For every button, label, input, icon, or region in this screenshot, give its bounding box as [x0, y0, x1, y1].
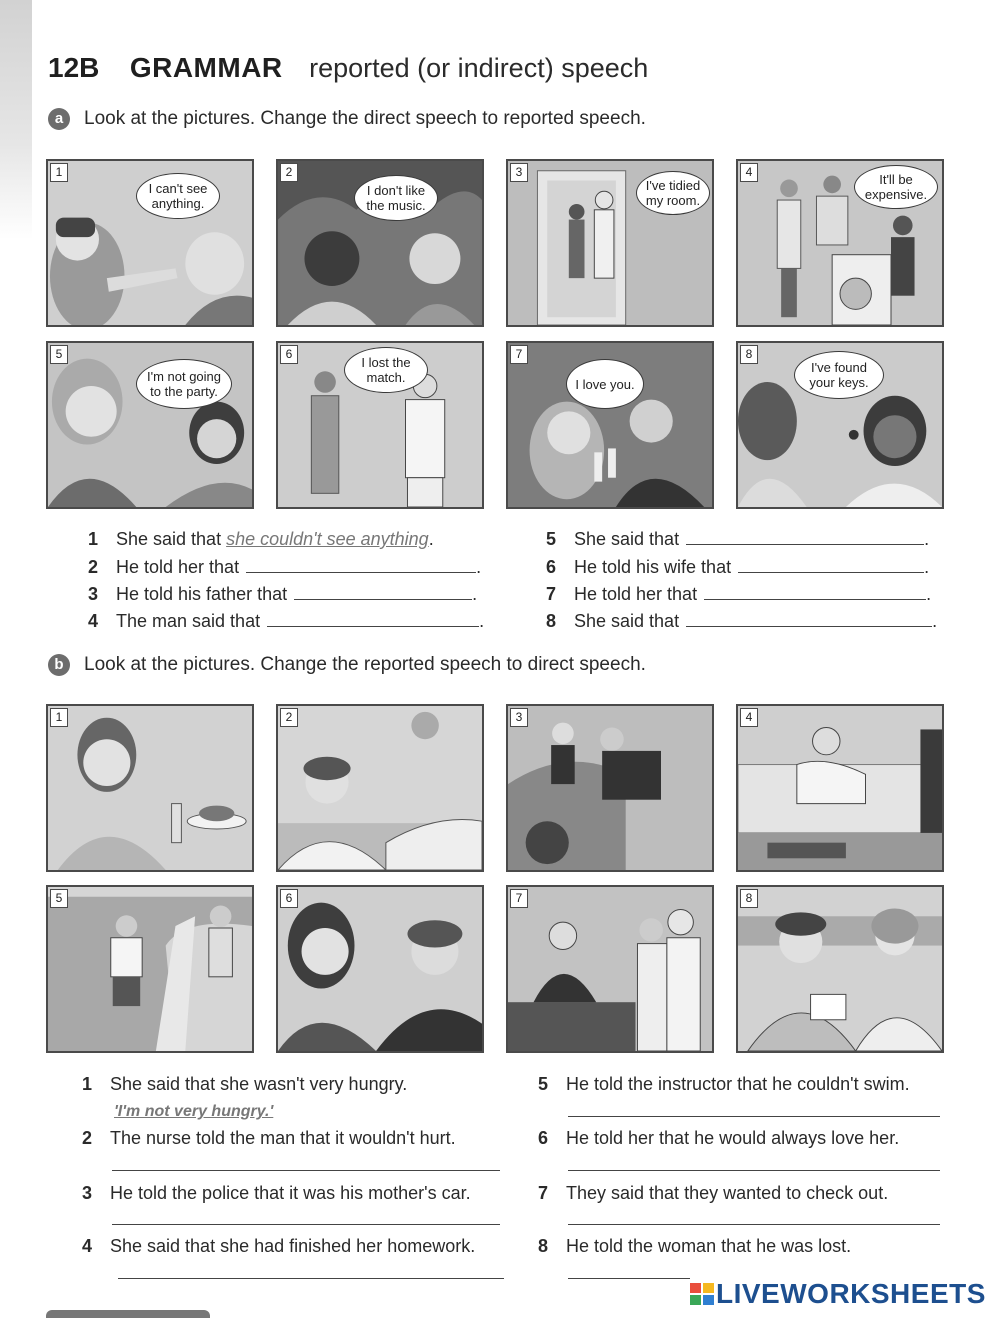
exercise-a-1: 1 She said that she couldn't see anything.: [88, 529, 434, 549]
answer-line[interactable]: [118, 1278, 504, 1279]
picture-number: 1: [50, 163, 68, 182]
picture-a-4: [736, 159, 944, 327]
example-answer-b: 'I'm not very hungry.': [114, 1103, 274, 1120]
answer-blank[interactable]: [267, 612, 479, 627]
answer-line[interactable]: [112, 1224, 500, 1225]
section-b-instruction: [48, 654, 646, 680]
answer-line[interactable]: [568, 1116, 940, 1117]
picture-b-6: [276, 885, 484, 1053]
speech-bubble: I've found your keys.: [794, 351, 884, 399]
picture-number: 6: [280, 889, 298, 908]
picture-number: 2: [280, 163, 298, 182]
picture-b-4: [736, 704, 944, 872]
section-a-badge: a: [48, 108, 70, 130]
picture-number: 3: [510, 163, 528, 182]
exercise-a-2: 2 He told her that .: [88, 557, 482, 577]
speech-bubble: I can't see anything.: [136, 173, 220, 219]
picture-a-2: [276, 159, 484, 327]
picture-number: 8: [740, 889, 758, 908]
exercise-a-7: 7 He told her that .: [546, 584, 932, 604]
exercise-b-1: 1 She said that she wasn't very hungry.: [82, 1074, 408, 1094]
liveworksheets-logo: [690, 1278, 986, 1312]
picture-number: 4: [740, 163, 758, 182]
exercise-b-6: 6 He told her that he would always love her.: [538, 1128, 900, 1148]
picture-number: 7: [510, 889, 528, 908]
answer-line[interactable]: [568, 1170, 940, 1171]
speech-bubble: I've tidied my room.: [636, 171, 710, 215]
picture-number: 7: [510, 345, 528, 364]
answer-blank[interactable]: [246, 558, 476, 573]
picture-number: 4: [740, 708, 758, 727]
page-title: [48, 52, 648, 88]
answer-line[interactable]: [568, 1278, 690, 1279]
exercise-b-2: 2 The nurse told the man that it wouldn't hurt.: [82, 1128, 456, 1148]
logo-text: LIVEWORKSHEETS: [716, 1278, 986, 1309]
topic-subtitle: reported (or indirect) speech: [309, 53, 649, 83]
picture-a-7: [506, 341, 714, 509]
section-b-badge: b: [48, 654, 70, 676]
speech-bubble: I'm not going to the party.: [136, 359, 232, 409]
picture-a-3: [506, 159, 714, 327]
answer-blank[interactable]: [294, 585, 472, 600]
picture-a-1: [46, 159, 254, 327]
section-b-instruction-text: Look at the pictures. Change the reported speech to direct speech.: [84, 654, 646, 676]
picture-b-8: [736, 885, 944, 1053]
picture-number: 8: [740, 345, 758, 364]
speech-bubble: I lost the match.: [344, 347, 428, 393]
page-corner-decoration: [0, 0, 32, 240]
picture-b-3: [506, 704, 714, 872]
picture-number: 6: [280, 345, 298, 364]
picture-number: 5: [50, 889, 68, 908]
exercise-b-5: 5 He told the instructor that he couldn't swim.: [538, 1074, 910, 1094]
section-a-instruction-text: Look at the pictures. Change the direct speech to reported speech.: [84, 108, 646, 130]
picture-number: 2: [280, 708, 298, 727]
answer-line[interactable]: [568, 1224, 940, 1225]
liveworksheets-mark-icon: [690, 1283, 714, 1305]
picture-a-8: [736, 341, 944, 509]
exercise-a-4: 4 The man said that .: [88, 611, 485, 631]
speech-bubble: I don't like the music.: [354, 175, 438, 221]
picture-b-2: [276, 704, 484, 872]
exercise-a-6: 6 He told his wife that .: [546, 557, 930, 577]
unit-code: 12B: [48, 52, 100, 83]
section-a-instruction: [48, 108, 646, 134]
picture-b-7: [506, 885, 714, 1053]
exercise-b-8: 8 He told the woman that he was lost.: [538, 1236, 852, 1256]
picture-number: 5: [50, 345, 68, 364]
exercise-a-8: 8 She said that .: [546, 611, 938, 631]
answer-blank[interactable]: [686, 530, 924, 545]
answer-line[interactable]: [112, 1170, 500, 1171]
exercise-b-7: 7 They said that they wanted to check out.: [538, 1183, 889, 1203]
speech-bubble: I love you.: [566, 359, 644, 409]
picture-a-5: [46, 341, 254, 509]
exercise-b-3: 3 He told the police that it was his mother's car.: [82, 1183, 471, 1203]
exercise-b-4: 4 She said that she had finished her homework.: [82, 1236, 476, 1256]
page-bottom-tab: [46, 1310, 210, 1318]
speech-bubble: It'll be expensive.: [854, 165, 938, 209]
picture-number: 3: [510, 708, 528, 727]
answer-blank[interactable]: [738, 558, 924, 573]
answer-blank[interactable]: [704, 585, 926, 600]
picture-number: 1: [50, 708, 68, 727]
exercise-a-5: 5 She said that .: [546, 529, 930, 549]
picture-b-1: [46, 704, 254, 872]
answer-blank[interactable]: [686, 612, 932, 627]
section-heading: GRAMMAR: [129, 52, 283, 83]
example-answer: she couldn't see anything: [226, 529, 429, 549]
exercise-a-3: 3 He told his father that .: [88, 584, 478, 604]
picture-b-5: [46, 885, 254, 1053]
picture-a-6: [276, 341, 484, 509]
